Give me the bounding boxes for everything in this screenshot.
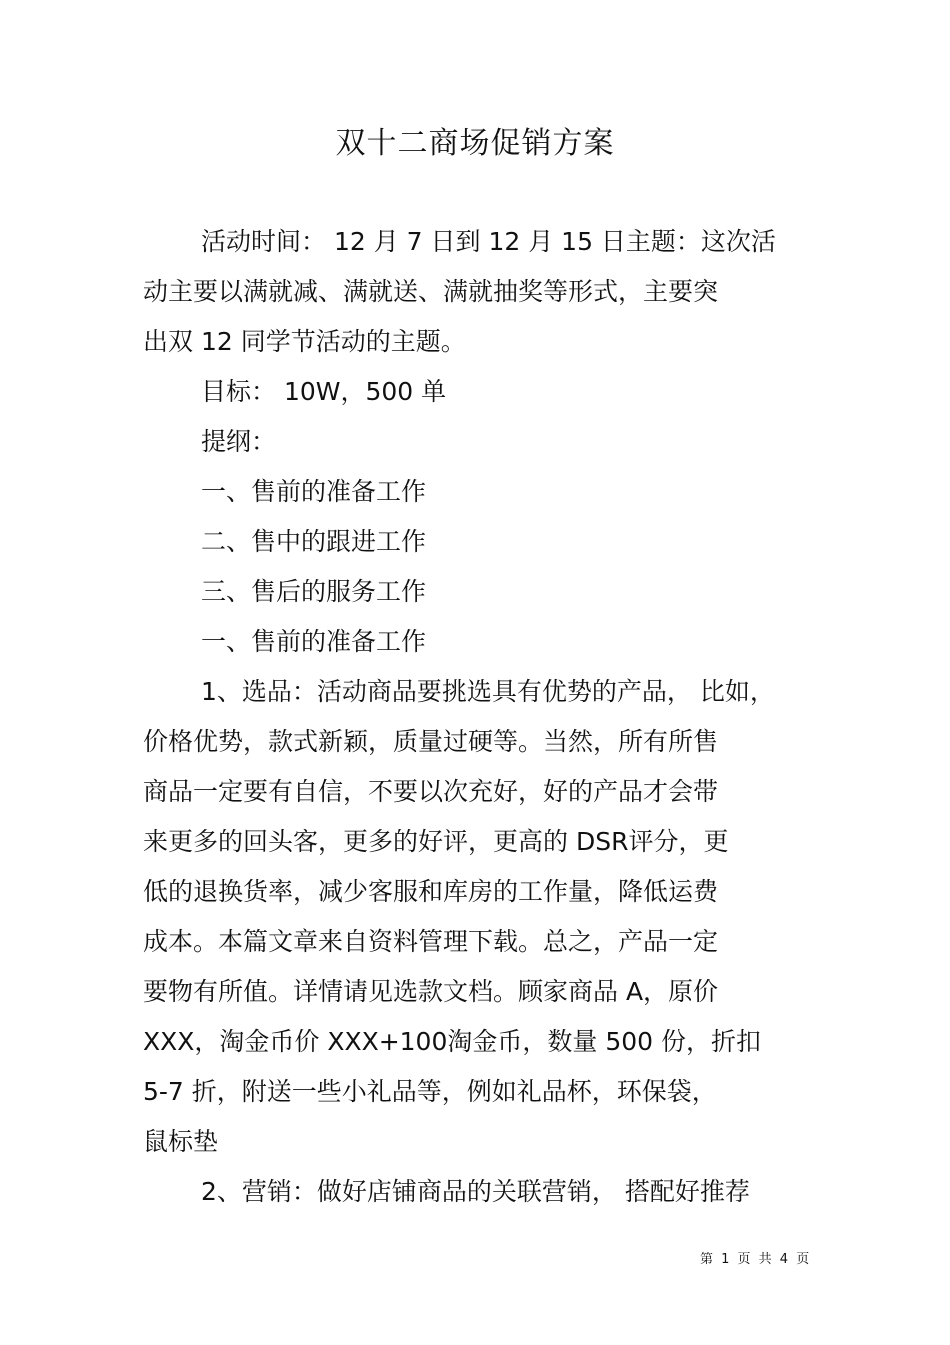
paragraph-line: 目标： 10W，500 单: [201, 377, 447, 406]
paragraph-line: 成本。本篇文章来自资料管理下载。总之，产品一定: [143, 927, 719, 956]
paragraph-line: 5-7 折，附送一些小礼品等，例如礼品杯，环保袋，: [143, 1077, 717, 1106]
outline-item: 三、售后的服务工作: [201, 577, 427, 606]
paragraph-line: 低的退换货率，减少客服和库房的工作量，降低运费: [143, 877, 719, 906]
paragraph-line: 活动时间： 12 月 7 日到 12 月 15 日主题：这次活: [201, 227, 776, 256]
paragraph-line: 来更多的回头客，更多的好评，更高的 DSR评分，更: [143, 827, 729, 856]
paragraph-line: 2、营销：做好店铺商品的关联营销， 搭配好推荐: [201, 1177, 750, 1206]
outline-item: 二、售中的跟进工作: [201, 527, 427, 556]
paragraph-line: 价格优势，款式新颖，质量过硬等。当然，所有所售: [143, 727, 719, 756]
paragraph-line: 提纲：: [201, 427, 277, 456]
page-number: 第 1 页 共 4 页: [700, 1252, 812, 1267]
paragraph-line: 动主要以满就减、满就送、满就抽奖等形式，主要突: [143, 277, 719, 306]
paragraph-line: XXX，淘金币价 XXX+100淘金币，数量 500 份，折扣: [143, 1027, 761, 1056]
section-heading: 一、售前的准备工作: [201, 627, 427, 656]
outline-item: 一、售前的准备工作: [201, 477, 427, 506]
paragraph-line: 1、选品：活动商品要挑选具有优势的产品， 比如，: [201, 677, 775, 706]
paragraph-line: 出双 12 同学节活动的主题。: [143, 327, 466, 356]
paragraph-line: 鼠标垫: [143, 1127, 219, 1156]
document-title: 双十二商场促销方案: [335, 126, 615, 161]
paragraph-line: 商品一定要有自信，不要以次充好，好的产品才会带: [143, 777, 719, 806]
paragraph-line: 要物有所值。详情请见选款文档。顾家商品 A，原价: [143, 977, 719, 1006]
